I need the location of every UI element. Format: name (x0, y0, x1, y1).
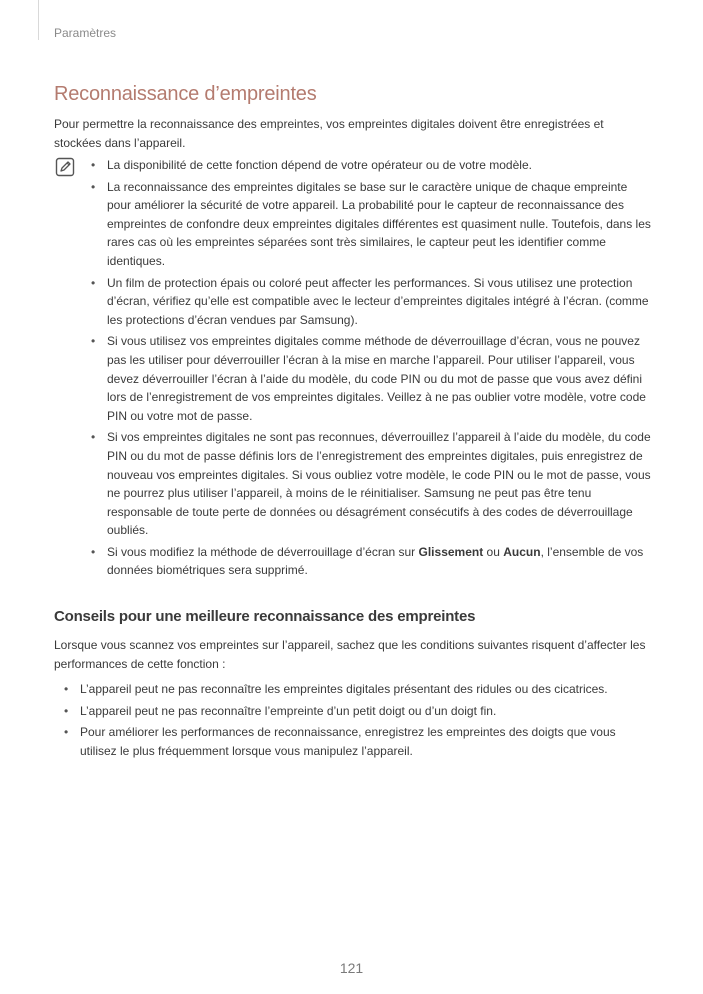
tips-list (64, 680, 654, 763)
note-item: • Si vos empreintes digitales ne sont pas reconnues, déverrouillez l’appareil à l’aide du modèle, du code PIN ou du mot de passe définis lors de l’enregistrement des empreintes digitales, puis enregistrez de nouveau vos empreintes digitales. Si vous oubliez votre modèle, le code PIN ou le mot de passe, vous ne pourrez plus utiliser l’appareil, à moins de le réinitialiser. Samsung ne peut pas être tenu responsable de toute perte de données ou désagrément consécutifs à des codes de déverrouillage oubliés. (91, 428, 651, 540)
note-pencil-icon (55, 157, 75, 177)
page-number: 121 (339, 960, 364, 976)
note-item-text: , l’ensemble de vos données biométriques sera supprimé. (107, 544, 644, 578)
swipe-option-label: Glissement (418, 544, 484, 559)
note-item: • Un film de protection épais ou coloré peut affecter les performances. Si vous utilisez une protection d’écran, vérifiez qu’elle est compatible avec le lecteur d’empreintes digitales intégré à l’écran. (comme les protections d’écran vendues par Samsung). (91, 274, 651, 330)
tips-intro: Lorsque vous scannez vos empreintes sur l’appareil, sachez que les conditions suivantes risquent d’affecter les performances de cette fonction : (54, 638, 646, 671)
note-item: • La reconnaissance des empreintes digitales se base sur le caractère unique de chaque empreinte pour améliorer la sécurité de votre appareil. La probabilité pour le capteur de reconnaissance des empreintes de confondre deux empreintes digitales différentes est quasiment nulle. Toutefois, dans les rares cas où les empreintes séparées sont très similaires, le capteur peut les identifier comme identiques. (91, 178, 651, 271)
note-item: • La disponibilité de cette fonction dépend de votre opérateur ou de votre modèle. (91, 156, 651, 175)
intro-paragraph: Pour permettre la reconnaissance des empreintes, vos empreintes digitales doivent être enregistrées et stockées dans l’appareil. (54, 117, 604, 150)
tip-item: • L’appareil peut ne pas reconnaître les empreintes digitales présentant des ridules ou des cicatrices. (64, 680, 654, 699)
page-title: Reconnaissance d’empreintes (54, 83, 317, 105)
tip-item: • L’appareil peut ne pas reconnaître l’empreinte d’un petit doigt ou d’un doigt fin. (64, 702, 654, 721)
note-item-text: Si vous modifiez la méthode de déverrouillage d’écran sur (107, 544, 419, 559)
note-item-text: ou (483, 544, 504, 559)
tips-title: Conseils pour une meilleure reconnaissance des empreintes (54, 608, 476, 625)
note-list (91, 156, 651, 583)
note-item (91, 543, 651, 580)
tip-item: • Pour améliorer les performances de reconnaissance, enregistrez les empreintes des doigts que vous utilisez le plus fréquemment lorsque vous manipulez l’appareil. (64, 723, 654, 760)
none-option-label: Aucun (503, 544, 541, 559)
note-item: • Si vous utilisez vos empreintes digitales comme méthode de déverrouillage d’écran, vous ne pouvez pas les utiliser pour déverrouiller l’écran à la mise en marche l’appareil. Pour utiliser l’appareil, vous devez déverrouiller l’écran à l’aide du modèle, du code PIN ou du mot de passe que vous avez défini lors de l’enregistrement de vos empreintes digitales. Veillez à ne pas oublier votre modèle, votre code PIN ou votre mot de passe. (91, 332, 651, 425)
section-header: Paramètres (54, 26, 117, 40)
header-divider (38, 0, 39, 40)
